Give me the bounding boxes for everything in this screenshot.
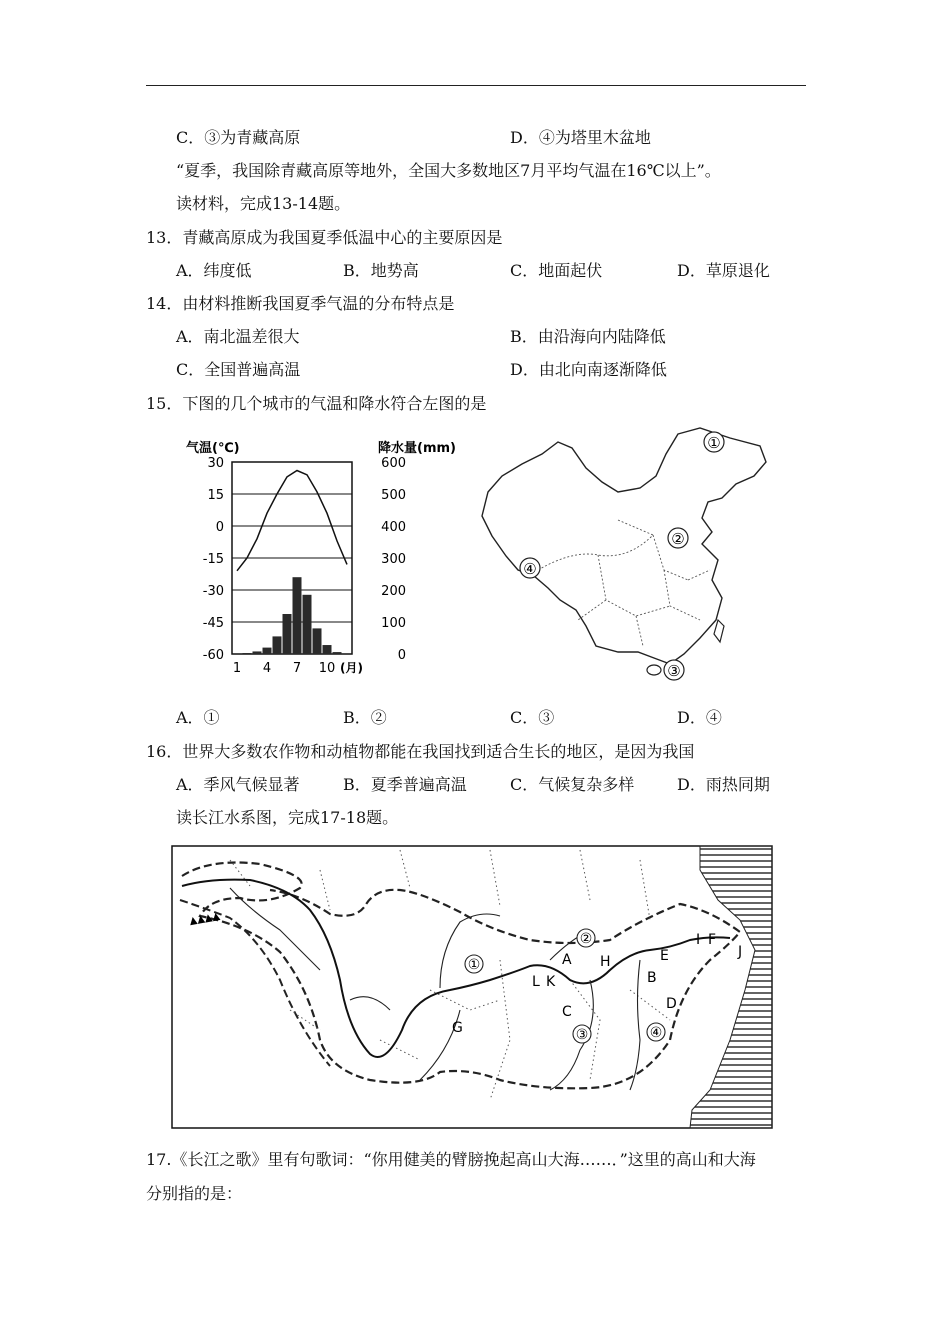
label-K[interactable]: K [546,974,556,990]
q13-stem: 13．青藏高原成为我国夏季低温中心的主要原因是 [146,228,503,247]
circled-4[interactable]: ④ [649,1025,663,1041]
precip-tick-label: 0 [397,648,406,663]
temp-tick-label: -15 [202,552,224,567]
temp-tick-label: -45 [202,616,224,631]
x-unit-label: (月) [340,661,363,675]
q16-option-b[interactable]: B．夏季普遍高温 [343,775,467,794]
precip-bar [343,653,352,654]
circled-1[interactable]: ① [467,957,481,973]
glacier-label-decor: ▲▲▲▲ [188,910,221,927]
x-tick-label: 4 [262,661,272,676]
q16-option-c[interactable]: C．气候复杂多样 [510,775,635,794]
precip-bar [263,648,272,654]
temp-tick-label: -30 [202,584,224,599]
climate-chart [180,432,465,682]
q15-option-a[interactable]: A．① [176,708,220,727]
china-outline-map [478,420,778,685]
hainan-island [647,665,661,675]
label-F[interactable]: F [708,932,717,948]
precip-bar [333,652,342,654]
q13-option-a[interactable]: A．纬度低 [176,261,252,280]
q15-option-d[interactable]: D．④ [677,708,722,727]
q14-option-b[interactable]: B．由沿海向内陆降低 [510,327,666,346]
temp-tick-label: -60 [202,648,224,663]
material-quote: “夏季，我国除青藏高原等地外，全国大多数地区7月平均气温在16℃以上”。 [176,161,721,180]
marker-1[interactable]: ① [707,434,721,452]
precip-tick-label: 600 [381,456,406,471]
q14-option-a[interactable]: A．南北温差很大 [176,327,300,346]
precip-bar [323,645,332,654]
circled-2[interactable]: ② [579,931,593,947]
temp-axis-title: 气温(℃) [186,441,240,456]
label-A[interactable]: A [562,952,572,968]
precip-tick-label: 500 [381,488,406,503]
precip-bar [293,577,302,654]
q12-option-c[interactable]: C．③为青藏高原 [176,128,301,147]
label-I[interactable]: I [696,932,701,948]
label-J[interactable]: J [738,944,743,960]
circled-3[interactable]: ③ [575,1027,589,1043]
precip-bar [313,628,322,654]
q16-stem: 16．世界大多数农作物和动植物都能在我国找到适合生长的地区，是因为我国 [146,742,695,761]
x-tick-label: 7 [292,661,302,676]
q14-option-c[interactable]: C．全国普遍高温 [176,360,301,379]
q13-option-c[interactable]: C．地面起伏 [510,261,603,280]
q13-option-b[interactable]: B．地势高 [343,261,419,280]
grid-lines [232,494,352,622]
temp-tick-label: 0 [215,520,224,535]
precip-tick-label: 200 [381,584,406,599]
q13-option-d[interactable]: D．草原退化 [677,261,770,280]
label-L[interactable]: L [532,974,540,990]
x-tick-label: 10 [318,661,336,676]
marker-4[interactable]: ④ [523,560,537,578]
east-china-sea [690,846,772,1128]
q14-option-d[interactable]: D．由北向南逐渐降低 [510,360,667,379]
precip-bar [233,653,242,654]
q15-option-c[interactable]: C．③ [510,708,555,727]
temp-tick-label: 30 [207,456,224,471]
yangtze-river-map [170,840,775,1132]
label-C[interactable]: C [562,1004,572,1020]
q16-option-d[interactable]: D．雨热同期 [677,775,770,794]
map-frame [172,846,772,1128]
tributaries [230,888,640,1090]
temperature-line [237,471,347,571]
header-rule [146,85,806,86]
precip-tick-label: 100 [381,616,406,631]
precip-bar [283,614,292,654]
q17-stem-line2: 分别指的是： [146,1184,243,1203]
material-instruction: 读材料，完成13-14题。 [176,194,351,213]
label-E[interactable]: E [660,948,669,964]
label-D[interactable]: D [666,996,677,1012]
marker-2[interactable]: ② [671,530,685,548]
temp-tick-label: 15 [207,488,224,503]
q15-stem: 15．下图的几个城市的气温和降水符合左图的是 [146,394,487,413]
q16-option-a[interactable]: A．季风气候显著 [176,775,300,794]
x-tick-labels [233,661,335,676]
q12-option-d[interactable]: D．④为塔里木盆地 [510,128,651,147]
q14-stem: 14．由材料推断我国夏季气温的分布特点是 [146,294,455,313]
marker-3[interactable]: ③ [667,662,681,680]
precip-bars [233,577,352,654]
inner-basin-boundary [180,900,330,1066]
x-tick-label: 1 [232,661,242,676]
label-G[interactable]: G [452,1020,463,1036]
precip-bar [273,636,282,654]
q17-stem-line1: 17.《长江之歌》里有句歌词：“你用健美的臂膀挽起高山大海……．”这里的高山和大海 [146,1150,756,1169]
precip-tick-labels [381,456,406,663]
taiwan-island [714,620,724,642]
precip-axis-title: 降水量(mm) [378,441,456,456]
precip-tick-label: 400 [381,520,406,535]
precip-bar [303,595,312,654]
precip-bar [243,653,252,654]
label-B[interactable]: B [647,970,657,986]
q15-option-b[interactable]: B．② [343,708,387,727]
precip-bar [253,651,262,654]
instruction-17-18: 读长江水系图，完成17-18题。 [176,808,399,827]
label-H[interactable]: H [600,954,611,970]
precip-tick-label: 300 [381,552,406,567]
temp-tick-labels [203,456,224,663]
